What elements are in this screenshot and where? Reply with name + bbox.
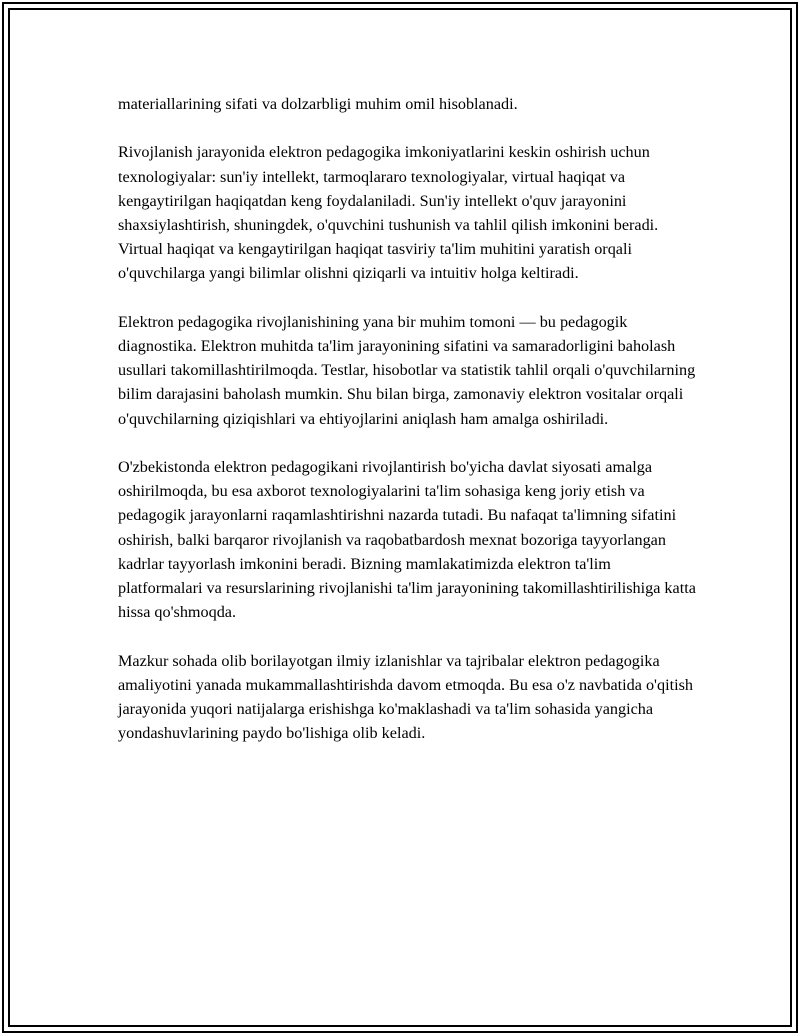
paragraph-continuation: materiallarining sifati va dolzarbligi muhim omil hisoblanadi.	[118, 95, 518, 113]
paragraph-research: Mazkur sohada olib borilayotgan ilmiy izlanishlar va tajribalar elektron pedagogika amaliyotini yanada mukammallashtirishda davom etmoqda. Bu esa o'z navbatida o'qitish jarayonida yuqori natijalarga erishishga ko'maklashadi va ta'lim sohasida yangicha yondashuvlarining paydo bo'lishiga olib keladi.	[118, 651, 693, 743]
paragraph-uzbekistan-policy: O'zbekistonda elektron pedagogikani rivojlantirish bo'yicha davlat siyosati amalga oshirilmoqda, bu esa axborot texnologiyalarini ta'lim sohasiga keng joriy etish va pedagogik jarayonlarni raqamlashtirishni nazarda tutadi. Bu nafaqat ta'limning sifatini oshirish, balki barqaror rivojlanish va raqobatbardosh mexnat bozoriga tayyorlangan kadrlar tayyorlash imkonini beradi. Bizning mamlakatimizda elektron ta'lim platformalari va resurslarining rivojlanishi ta'lim jarayonining takomillashtirilishiga katta hissa qo'shmoqda.	[118, 458, 696, 622]
paragraph-diagnostics: Elektron pedagogika rivojlanishining yana bir muhim tomoni — bu pedagogik diagnostika. Elektron muhitda ta'lim jarayonining sifatini va samaradorligini baholash usullari takomillashtirilmoqda. Testlar, hisobotlar va statistik tahlil orqali o'quvchilarning bilim darajasini baholash mumkin. Shu bilan birga, zamonaviy elektron vositalar orqali o'quvchilarning qiziqishlari va ehtiyojlarini aniqlash ham amalga oshiriladi.	[118, 312, 696, 428]
paragraph-technologies: Rivojlanish jarayonida elektron pedagogika imkoniyatlarini keskin oshirish uchun texnologiyalar: sun'iy intellekt, tarmoqlararo texnologiyalar, virtual haqiqat va kengaytirilgan haqiqatdan keng foydalaniladi. Sun'iy intellekt o'quv jarayonini shaxsiylashtirish, shuningdek, o'quvchini tushunish va tahlil qilish imkonini beradi. Virtual haqiqat va kengaytirilgan haqiqat tasviriy ta'lim muhitini yaratish orqali o'quvchilarga yangi bilimlar olishni qiziqarli va intuitiv holga keltiradi.	[118, 143, 659, 283]
document-body	[118, 92, 698, 770]
